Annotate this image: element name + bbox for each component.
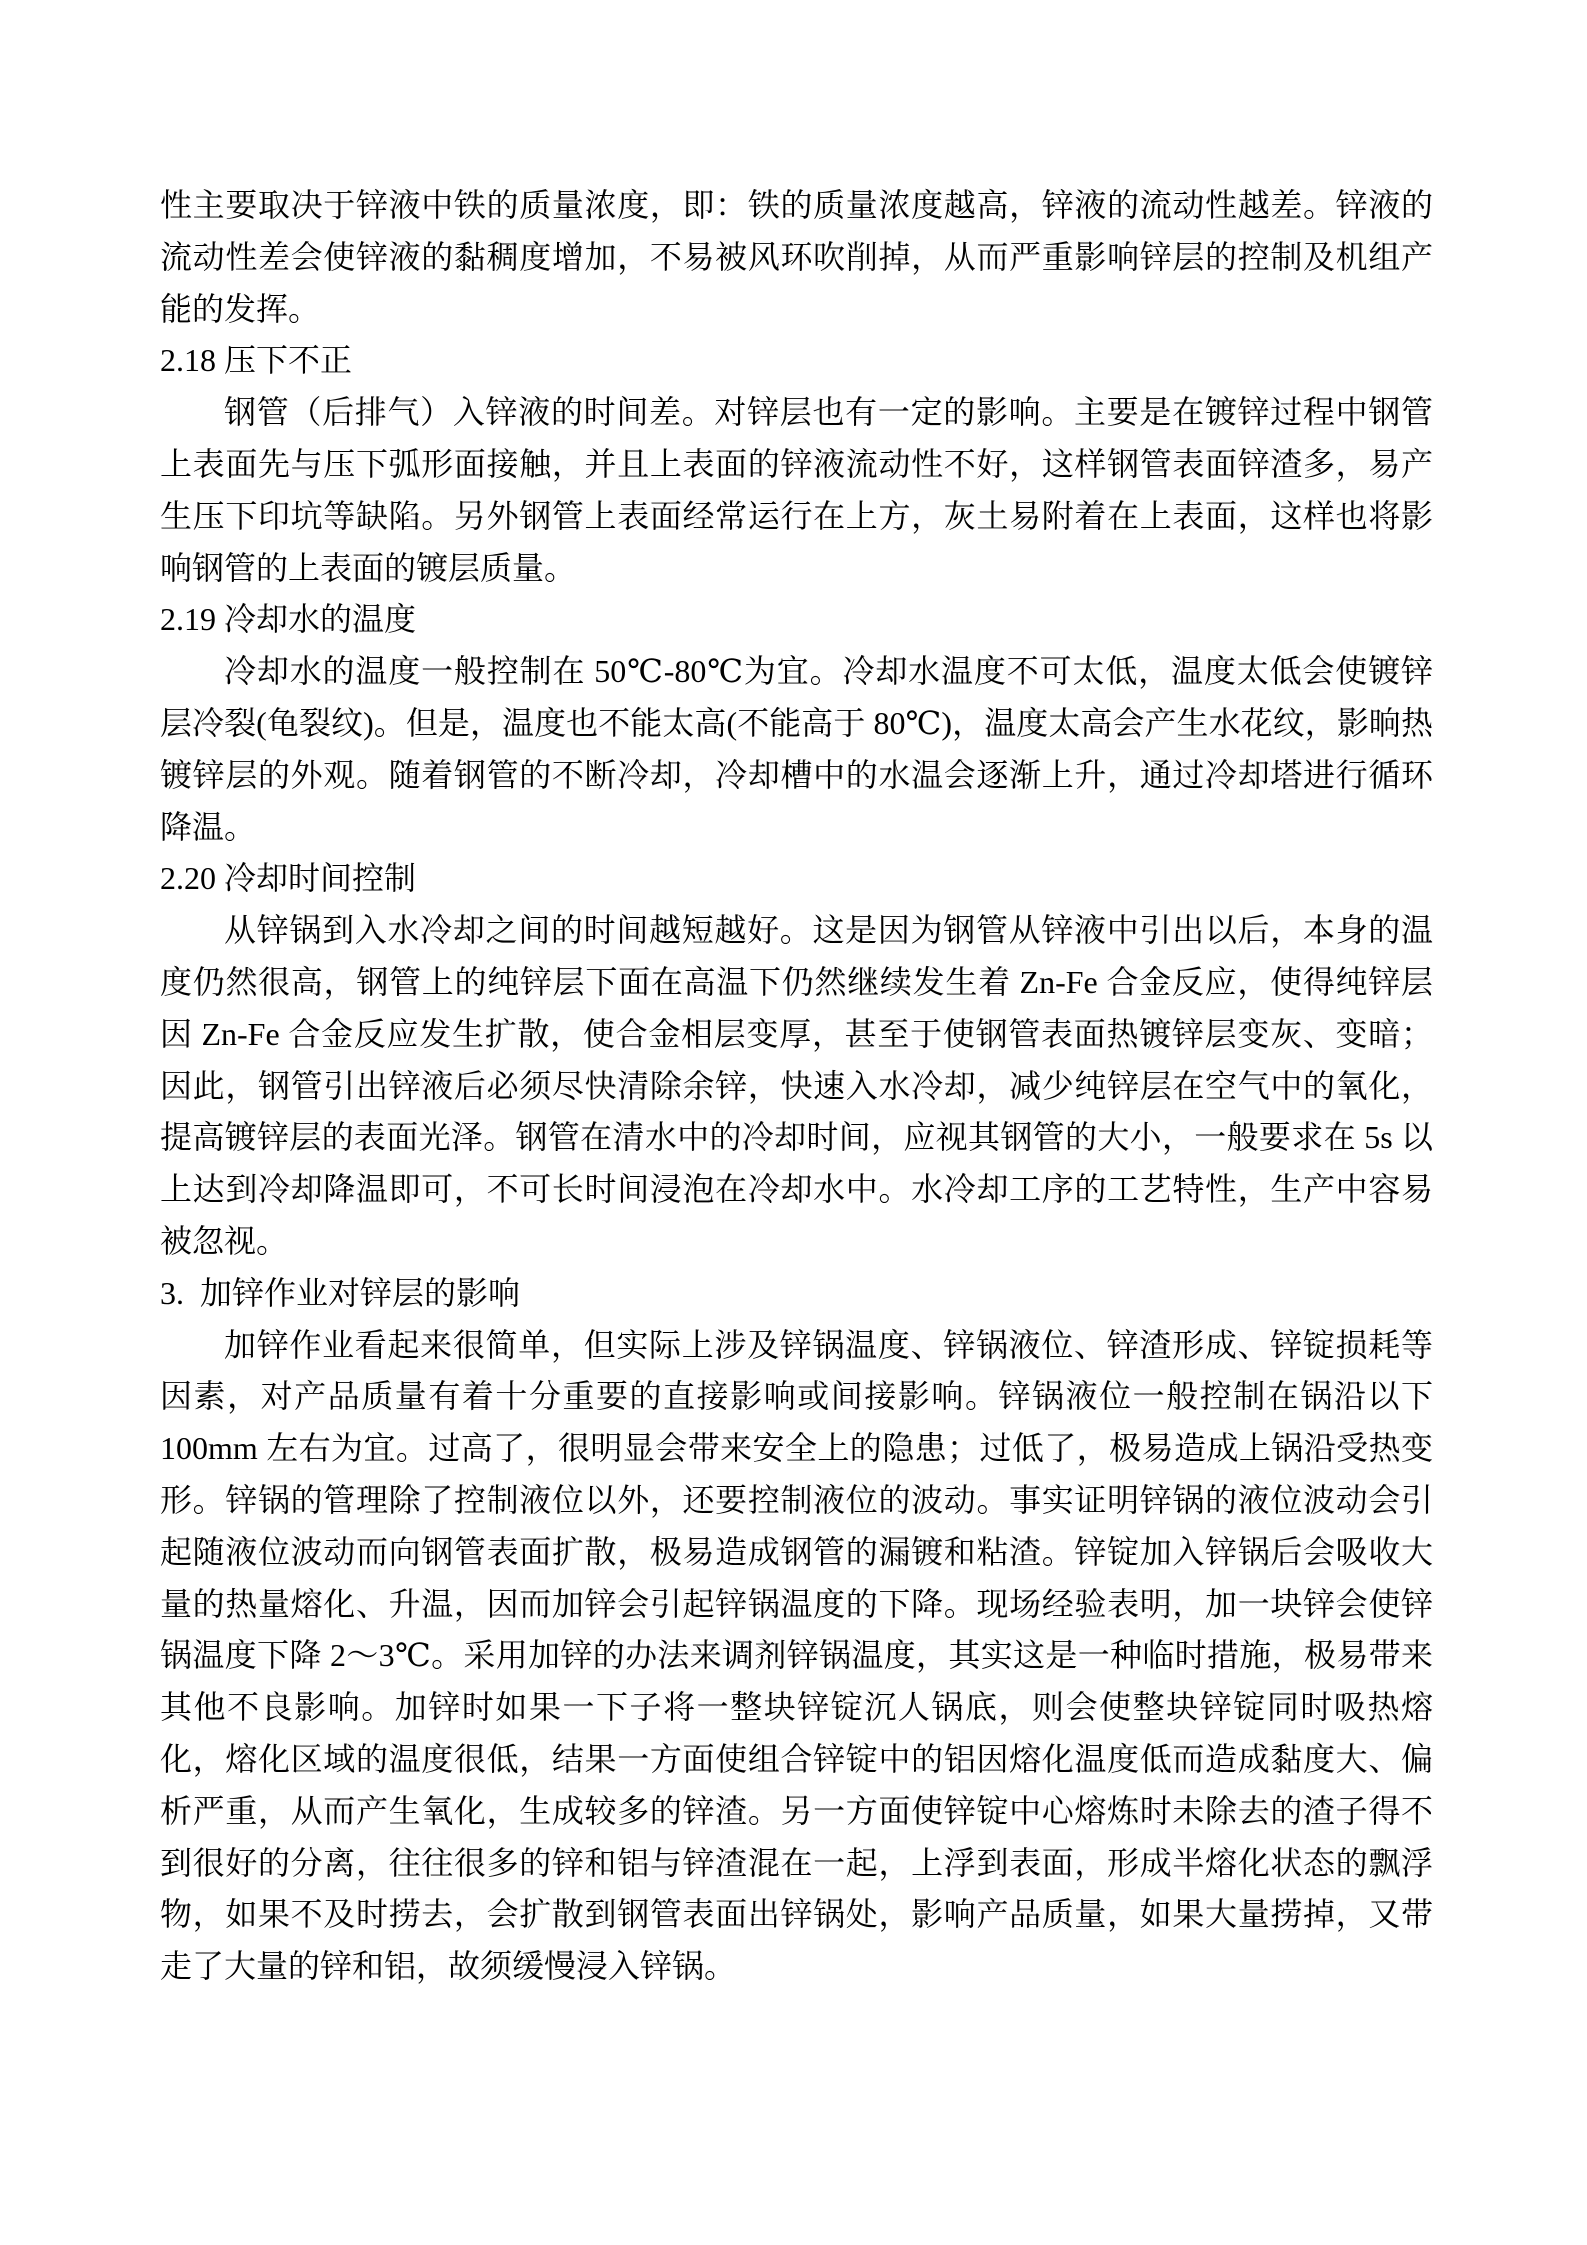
body-paragraph: 钢管（后排气）入锌液的时间差。对锌层也有一定的影响。主要是在镀锌过程中钢管上表面先与压下弧形面接触，并且上表面的锌液流动性不好，这样钢管表面锌渣多，易产生压下印坑等缺陷。另外钢管上表面经常运行在上方，灰土易附着在上表面，这样也将影响钢管的上表面的镀层质量。 <box>160 394 1433 586</box>
document-body <box>160 180 1433 1993</box>
section-heading: 3. 加锌作业对锌层的影响 <box>160 1274 521 1311</box>
body-paragraph: 性主要取决于锌液中铁的质量浓度，即：铁的质量浓度越高，锌液的流动性越差。锌液的流动性差会使锌液的黏稠度增加，不易被风环吹削掉，从而严重影响锌层的控制及机组产能的发挥。 <box>160 187 1433 327</box>
body-paragraph: 加锌作业看起来很简单，但实际上涉及锌锅温度、锌锅液位、锌渣形成、锌锭损耗等因素，对产品质量有着十分重要的直接影响或间接影响。锌锅液位一般控制在锅沿以下 100mm 左右为宜。过高了，很明显会带来安全上的隐患；过低了，极易造成上锅沿受热变形。锌锅的管理除了控制液位以外，还要控制液位的波动。事实证明锌锅的液位波动会引起随液位波动而向钢管表面扩散，极易造成钢管的漏镀和粘渣。锌锭加入锌锅后会吸收大量的热量熔化、升温，因而加锌会引起锌锅温度的下降。现场经验表明，加一块锌会使锌锅温度下降 2～3℃。采用加锌的办法来调剂锌锅温度，其实这是一种临时措施，极易带来其他不良影响。加锌时如果一下子将一整块锌锭沉人锅底，则会使整块锌锭同时吸热熔化，熔化区域的温度很低，结果一方面使组合锌锭中的铝因熔化温度低而造成黏度大、偏析严重，从而产生氧化，生成较多的锌渣。另一方面使锌锭中心熔炼时未除去的渣子得不到很好的分离，往往很多的锌和铝与锌渣混在一起，上浮到表面，形成半熔化状态的飘浮物，如果不及时捞去，会扩散到钢管表面出锌锅处，影响产品质量，如果大量捞掉，又带走了大量的锌和铝，故须缓慢浸入锌锅。 <box>160 1326 1433 1985</box>
section-heading: 2.18 压下不正 <box>160 342 353 379</box>
section-heading: 2.19 冷却水的温度 <box>160 601 417 638</box>
body-paragraph: 冷却水的温度一般控制在 50℃-80℃为宜。冷却水温度不可太低，温度太低会使镀锌层冷裂(龟裂纹)。但是，温度也不能太高(不能高于 80℃)，温度太高会产生水花纹，影晌热镀锌层的外观。随着钢管的不断冷却，冷却槽中的水温会逐渐上升，通过冷却塔进行循环降温。 <box>160 653 1433 845</box>
section-heading: 2.20 冷却时间控制 <box>160 860 417 897</box>
body-paragraph: 从锌锅到入水冷却之间的时间越短越好。这是因为钢管从锌液中引出以后，本身的温度仍然很高，钢管上的纯锌层下面在高温下仍然继续发生着 Zn-Fe 合金反应，使得纯锌层因 Zn-Fe 合金反应发生扩散，使合金相层变厚，甚至于使钢管表面热镀锌层变灰、变暗；因此，钢管引出锌液后必须尽快清除余锌，快速入水冷却，减少纯锌层在空气中的氧化，提高镀锌层的表面光泽。钢管在清水中的冷却时间，应视其钢管的大小，一般要求在 5s 以上达到冷却降温即可，不可长时间浸泡在冷却水中。水冷却工序的工艺特性，生产中容易被忽视。 <box>160 912 1433 1259</box>
